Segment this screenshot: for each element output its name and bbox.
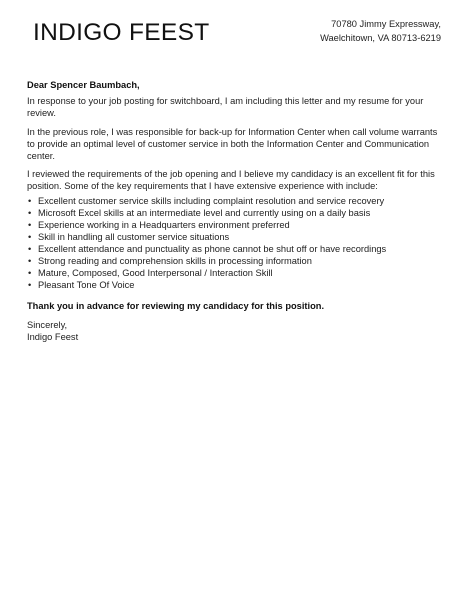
- applicant-name: INDIGO FEEST: [33, 19, 210, 46]
- list-item-text: Microsoft Excel skills at an intermediate level and currently using on a daily basis: [38, 208, 371, 219]
- paragraph-intro: In response to your job posting for switchboard, I am including this letter and my resume for your review.: [27, 95, 424, 118]
- thank-you-line: Thank you in advance for reviewing my candidacy for this position.: [27, 300, 325, 311]
- address-line-2: Waelchitown, VA 80713-6219: [320, 32, 441, 43]
- list-item: [27, 256, 445, 268]
- bullet-icon: •: [28, 231, 32, 242]
- address-line-1: 70780 Jimmy Expressway,: [331, 19, 441, 29]
- list-item: [27, 268, 445, 280]
- bullet-icon: •: [28, 208, 32, 219]
- bullet-icon: •: [28, 196, 32, 207]
- list-item-text: Mature, Composed, Good Interpersonal / Interaction Skill: [38, 267, 273, 278]
- paragraph-experience: In the previous role, I was responsible for back-up for Information Center when call volume warrants to provide an optimal level of customer service in both the Information Center and Communication center.: [27, 126, 438, 161]
- requirements-list: [27, 196, 445, 291]
- salutation: Dear Spencer Baumbach,: [27, 80, 140, 90]
- list-item-text: Pleasant Tone Of Voice: [38, 279, 135, 290]
- closing: Sincerely,: [27, 320, 68, 331]
- applicant-address: [320, 18, 441, 45]
- list-item-text: Skill in handling all customer service situations: [38, 231, 230, 242]
- list-item: [27, 280, 445, 292]
- bullet-icon: •: [28, 279, 32, 290]
- letter-body: [27, 80, 445, 344]
- bullet-icon: •: [28, 243, 32, 254]
- list-item-text: Experience working in a Headquarters environment preferred: [38, 220, 290, 231]
- bullet-icon: •: [28, 255, 32, 266]
- list-item-text: Excellent attendance and punctuality as phone cannot be shut off or have recordings: [38, 243, 387, 254]
- list-item: [27, 208, 445, 220]
- list-item-text: Strong reading and comprehension skills in processing information: [38, 255, 312, 266]
- list-item-text: Excellent customer service skills including complaint resolution and service recovery: [38, 196, 385, 207]
- bullet-icon: •: [28, 220, 32, 231]
- bullet-icon: •: [28, 267, 32, 278]
- paragraph-requirements: I reviewed the requirements of the job opening and I believe my candidacy is an excellent fit for this position. Some of the key requirements that I have extensive experience with include:: [27, 169, 435, 192]
- list-item: [27, 196, 445, 208]
- list-item: [27, 232, 445, 244]
- list-item: [27, 244, 445, 256]
- list-item: [27, 220, 445, 232]
- signature-name: Indigo Feest: [27, 332, 79, 343]
